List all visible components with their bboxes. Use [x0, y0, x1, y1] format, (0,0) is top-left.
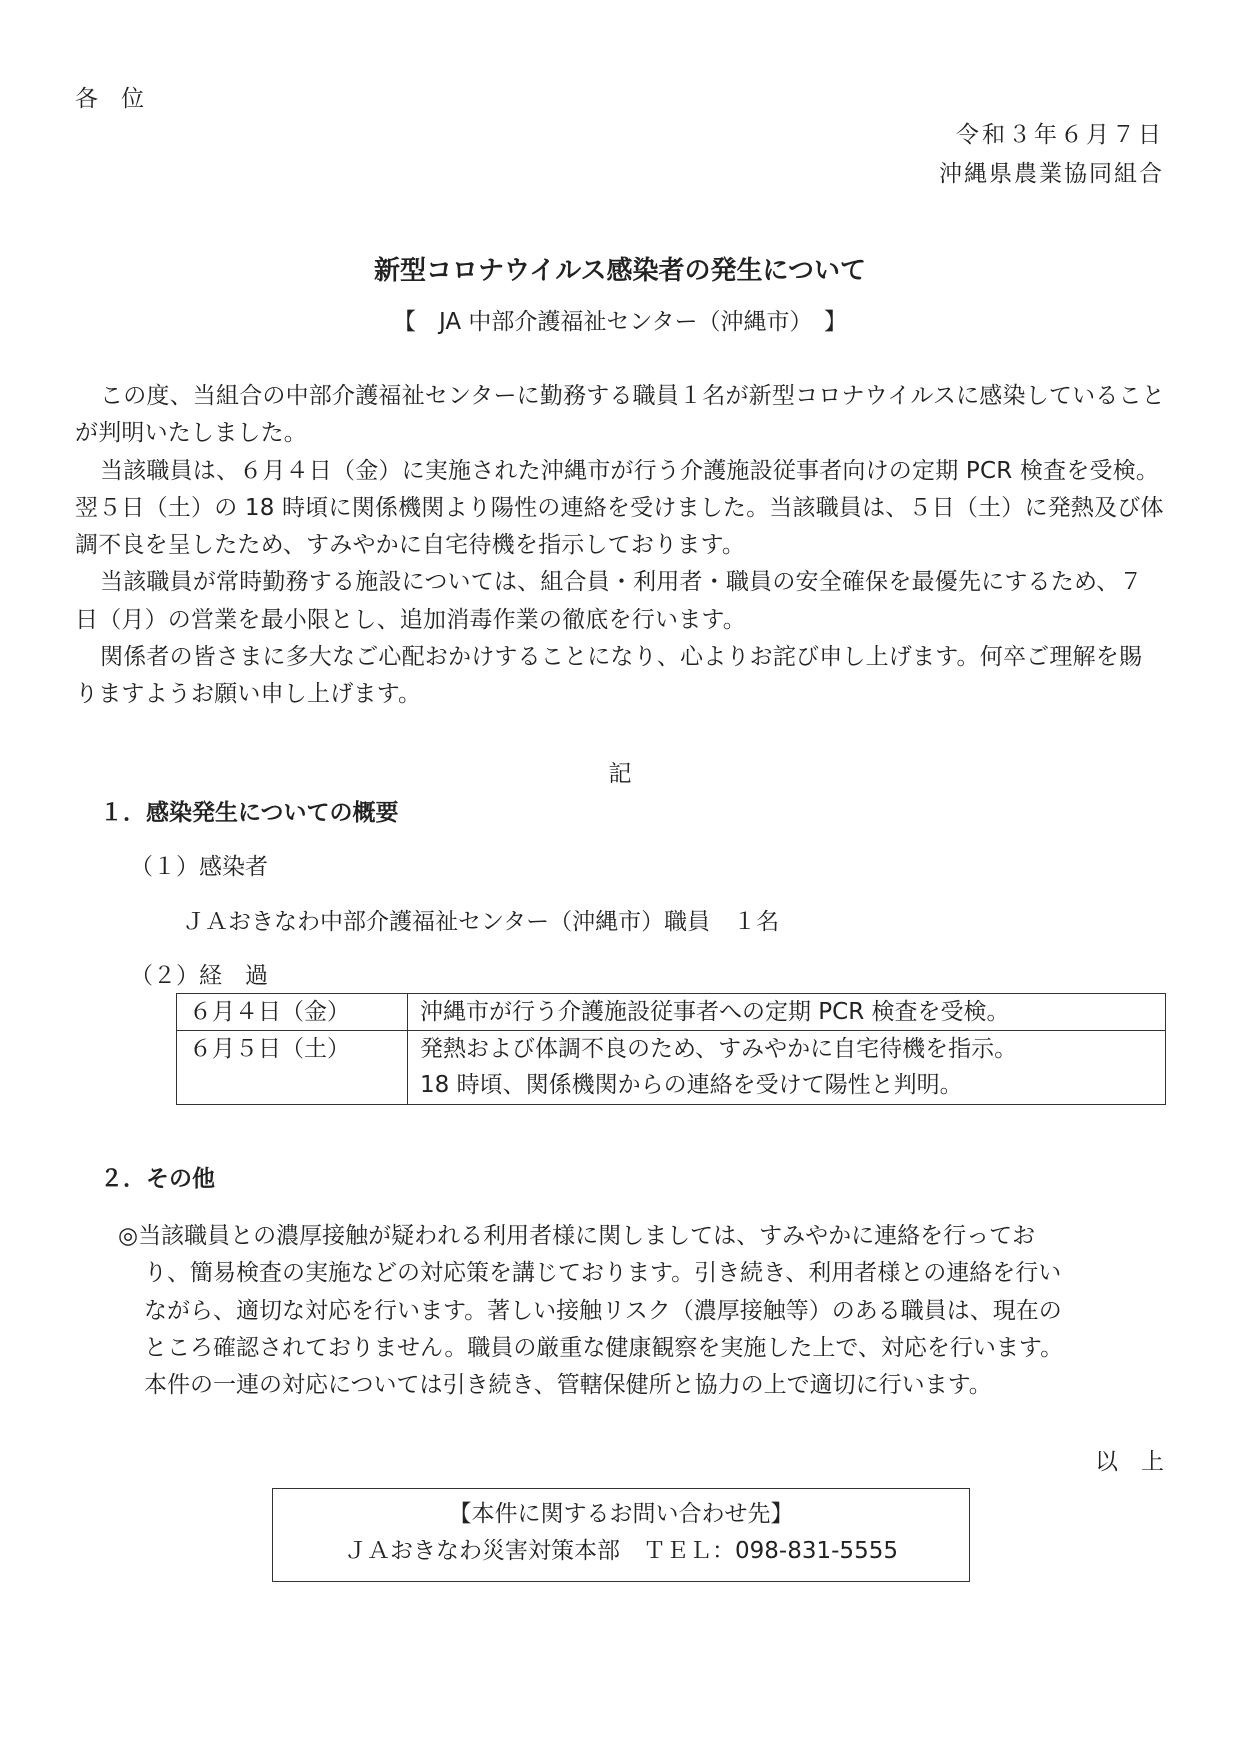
closing-mark: 以 上: [1095, 1449, 1164, 1475]
contact-phone: ＪＡおきなわ災害対策本部 ＴＥＬ：098-831-5555: [344, 1538, 898, 1564]
table-row: [177, 994, 1166, 1031]
timeline-event: 沖縄市が行う介護施設従事者への定期 PCR 検査を受検。: [408, 994, 1166, 1031]
body-paragraph: 当該職員が常時勤務する施設については、組合員・利用者・職員の安全確保を最優先にするため、７日（月）の営業を最小限とし、追加消毒作業の徹底を行います。: [75, 569, 1143, 633]
timeline-date: ６月５日（土）: [177, 1031, 408, 1105]
section2-heading: ２．その他: [100, 1166, 215, 1192]
section1-sub1-label: （１）感染者: [130, 854, 268, 880]
ki-marker: 記: [608, 761, 632, 787]
body-paragraph: この度、当組合の中部介護福祉センターに勤務する職員１名が新型コロナウイルスに感染していることが判明いたしました。: [75, 383, 1165, 447]
timeline-event-line: 発熱および体調不良のため、すみやかに自宅待機を指示。: [420, 1036, 1018, 1062]
section1-sub1-text: ＪＡおきなわ中部介護福祉センター（沖縄市）職員 １名: [182, 909, 780, 935]
document-subtitle: 【 JA 中部介護福祉センター（沖縄市） 】: [392, 309, 847, 335]
body-paragraph: 当該職員は、６月４日（金）に実施された沖縄市が行う介護施設従事者向けの定期 PCR 検査を受検。翌５日（土）の 18 時頃に関係機関より陽性の連絡を受けました。当該職員は、５日（土）に発熱及び体調不良を呈したため、すみやかに自宅待機を指示しております。: [75, 457, 1164, 559]
section1-sub2-label: （２）経 過: [130, 963, 268, 989]
section1-heading: １．感染発生についての概要: [100, 800, 399, 826]
timeline-date: ６月４日（金）: [177, 994, 408, 1031]
section2-line: ◎当該職員との濃厚接触が疑われる利用者様に関しましては、すみやかに連絡を行ってお: [118, 1223, 1036, 1249]
addressee: 各 位: [75, 86, 144, 112]
section2-text: [118, 1218, 1063, 1404]
contact-heading: 【本件に関するお問い合わせ先】: [448, 1501, 794, 1527]
body-text: [75, 378, 1165, 714]
body-paragraph: 関係者の皆さまに多大なご心配おかけすることになり、心よりお詫び申し上げます。何卒ご理解を賜りますようお願い申し上げます。: [75, 644, 1143, 708]
section2-line: り、簡易検査の実施などの対応策を講じております。引き続き、利用者様との連絡を行い: [144, 1260, 1062, 1287]
section2-line: ながら、適切な対応を行います。著しい接触リスク（濃厚接触等）のある職員は、現在の: [144, 1297, 1062, 1324]
timeline-event: [408, 1031, 1166, 1105]
table-row: [177, 1031, 1166, 1105]
document-date: 令和３年６月７日: [956, 122, 1164, 148]
timeline-event-line: 18 時頃、関係機関からの連絡を受けて陽性と判明。: [420, 1072, 963, 1098]
issuer-name: 沖縄県農業協同組合: [939, 161, 1164, 187]
section2-line: 本件の一連の対応については引き続き、管轄保健所と協力の上で適切に行います。: [144, 1372, 992, 1399]
timeline-table: [176, 993, 1166, 1105]
contact-box: [272, 1488, 970, 1582]
section2-line: ところ確認されておりません。職員の厳重な健康観察を実施した上で、対応を行います。: [144, 1334, 1064, 1361]
document-title: 新型コロナウイルス感染者の発生について: [374, 256, 866, 286]
